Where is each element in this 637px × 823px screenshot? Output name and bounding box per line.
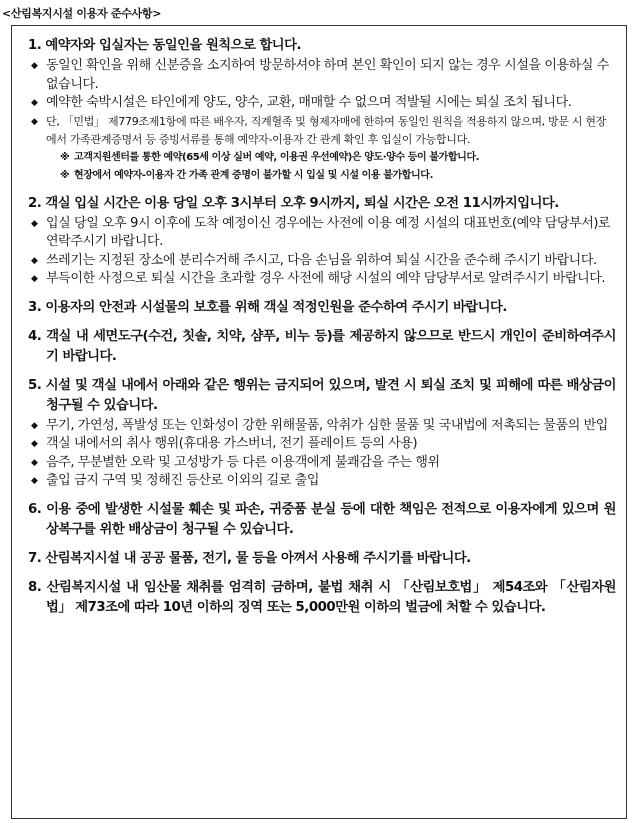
section-title: 3. 이용자의 안전과 시설물의 보호를 위해 객실 적정인원을 준수하여 주시기 바랍니다. (28, 299, 507, 315)
section-title: 4. 객실 내 세면도구(수건, 칫솔, 치약, 샴푸, 비누 등)를 제공하지 않으므로 반드시 개인이 준비하여주시기 바랍니다. (28, 328, 616, 364)
list-item: ◆ 단, 「민법」 제779조제1항에 따른 배우자, 직계혈족 및 형제자매에 한하여 동일인 원칙을 적용하지 않으며, 방문 시 현장에서 가족관계증명서 등 증빙서류를 통해 예약자-이용자 간 관계 확인 후 입실이 가능합니다. (31, 114, 607, 146)
list-item: ◆ 동일인 확인을 위해 신분증을 소지하여 방문하셔야 하며 본인 확인이 되지 않는 경우 시설을 이용하실 수 없습니다. (31, 58, 609, 92)
diamond-bullet-icon: ◆ (31, 98, 38, 108)
diamond-bullet-icon: ◆ (31, 439, 38, 449)
section-3 (28, 298, 616, 318)
diamond-bullet-icon: ◆ (31, 476, 38, 486)
section-2 (28, 194, 616, 289)
section-title: 6. 이용 중에 발생한 시설물 훼손 및 파손, 귀중품 분실 등에 대한 책임은 전적으로 이용자에게 있으며 원상복구를 위한 배상금이 청구될 수 있습니다. (28, 501, 616, 537)
rules-box (11, 25, 627, 819)
section-7 (28, 549, 616, 569)
section-title: 2. 객실 입실 시간은 이용 당일 오후 3시부터 오후 9시까지, 퇴실 시간은 오전 11시까지입니다. (28, 195, 559, 211)
diamond-bullet-icon: ◆ (31, 255, 38, 266)
section-title: 8. 산림복지시설 내 임산물 채취를 엄격히 금하며, 불법 채취 시 「산림보호법」 제54조와 「산림자원법」 제73조에 따라 10년 이하의 징역 또는 5,000만원 이하의 벌금에 처할 수 있습니다. (28, 579, 616, 615)
section-title: 1. 예약자와 입실자는 동일인을 원칙으로 합니다. (28, 38, 302, 53)
list-item: ◆ 객실 내에서의 취사 행위(휴대용 가스버너, 전기 플레이트 등의 사용) (28, 435, 616, 454)
list-item: ◆ 음주, 무분별한 오락 및 고성방가 등 다른 이용객에게 불쾌감을 주는 행위 (28, 454, 616, 473)
section-4 (28, 327, 616, 367)
list-item: ◆ 무기, 가연성, 폭발성 또는 인화성이 강한 위해물품, 악취가 심한 물품 및 국내법에 저촉되는 물품의 반입 (28, 417, 616, 436)
diamond-bullet-icon: ◆ (31, 61, 38, 71)
section-8 (28, 578, 616, 618)
diamond-bullet-icon: ◆ (31, 420, 38, 431)
bullet-list (28, 215, 616, 289)
reference-mark-icon: ※ (60, 151, 70, 163)
reference-mark-icon: ※ (60, 169, 70, 181)
list-item: ◆ 부득이한 사정으로 퇴실 시간을 초과할 경우 사전에 해당 시설의 예약 담당부서로 알려주시기 바랍니다. (28, 270, 616, 289)
section-title: 5. 시설 및 객실 내에서 아래와 같은 행위는 금지되어 있으며, 발견 시 퇴실 조치 및 피해에 따른 배상금이 청구될 수 있습니다. (28, 377, 616, 413)
document-title: <산림복지시설 이용자 준수사항> (2, 7, 162, 20)
diamond-bullet-icon: ◆ (31, 116, 38, 127)
diamond-bullet-icon: ◆ (31, 218, 38, 229)
section-1 (28, 36, 616, 185)
note-item: ※ 고객지원센터를 통한 예약(65세 이상 실버 예약, 이용권 우선예약)은 양도·양수 등이 불가합니다. (28, 149, 616, 167)
diamond-bullet-icon: ◆ (31, 274, 38, 284)
section-5 (28, 376, 616, 491)
section-title: 7. 산림복지시설 내 공공 물품, 전기, 물 등을 아껴서 사용해 주시기를 바랍니다. (28, 550, 471, 566)
section-6 (28, 500, 616, 540)
list-item: ◆ 쓰레기는 지정된 장소에 분리수거해 주시고, 다음 손님을 위하여 퇴실 시간을 준수해 주시기 바랍니다. (28, 252, 616, 271)
note-item: ※ 현장에서 예약자-이용자 간 가족 관계 증명이 불가할 시 입실 및 시설 이용 불가합니다. (28, 167, 616, 185)
bullet-list (28, 417, 616, 491)
diamond-bullet-icon: ◆ (31, 457, 38, 468)
list-item: ◆ 출입 금지 구역 및 정해진 등산로 이외의 길로 출입 (28, 472, 616, 491)
list-item: ◆ 예약한 숙박시설은 타인에게 양도, 양수, 교환, 매매할 수 없으며 적발될 시에는 퇴실 조치 됩니다. (28, 94, 616, 113)
list-item: ◆ 입실 당일 오후 9시 이후에 도착 예정이신 경우에는 사전에 이용 예정 시설의 대표번호(예약 담당부서)로 연락주시기 바랍니다. (31, 215, 611, 249)
bullet-list (28, 57, 616, 149)
